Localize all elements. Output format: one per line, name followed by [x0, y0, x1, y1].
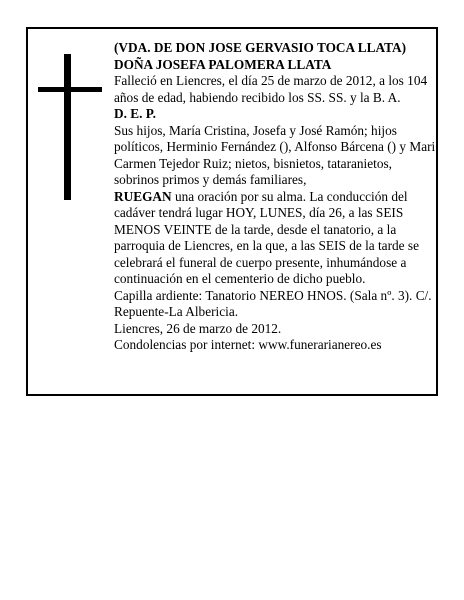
cross-vertical-bar — [64, 54, 71, 200]
widow-of-line: (VDA. DE DON JOSE GERVASIO TOCA LLATA) — [114, 40, 406, 55]
deceased-name: DOÑA JOSEFA PALOMERA LLATA — [114, 56, 332, 72]
ceremony-paragraph — [114, 189, 436, 288]
place-date: Liencres, 26 de marzo de 2012. — [114, 320, 282, 336]
ruegan-word: RUEGAN — [114, 188, 172, 204]
cross-icon — [38, 54, 102, 200]
ceremony-details: una oración por su alma. La conducción del cadáver tendrá lugar HOY, LUNES, día 26, a las SEIS MENOS VEINTE de la tarde, desde el tanatorio, a la parroquia de Liencres, en la que, a las SEIS de la tarde se celebrará el funeral de cuerpo presente, inhumándose a continuación en el cementerio de dicho pueblo. — [114, 188, 419, 286]
family-members: Sus hijos, María Cristina, Josefa y José Ramón; hijos políticos, Herminio Fernández (), Alfonso Bárcena () y Mari Carmen Tejedor Ruiz; nietos, bisnietos, tataranietos, sobrinos primos y demás familiares, — [114, 122, 436, 187]
obituary-notice — [26, 27, 438, 396]
notice-text — [114, 40, 436, 354]
condolences-info: Condolencias por internet: www.funerarianereo.es — [114, 337, 382, 352]
cross-horizontal-bar — [38, 87, 102, 92]
rest-in-peace: D. E. P. — [114, 106, 156, 121]
death-info: Falleció en Liencres, el día 25 de marzo de 2012, a los 104 años de edad, habiendo recibido los SS. SS. y la B. A. — [114, 73, 428, 105]
chapel-info: Capilla ardiente: Tanatorio NEREO HNOS. (Sala nº. 3). C/. Repuente-La Albericia. — [114, 287, 432, 319]
